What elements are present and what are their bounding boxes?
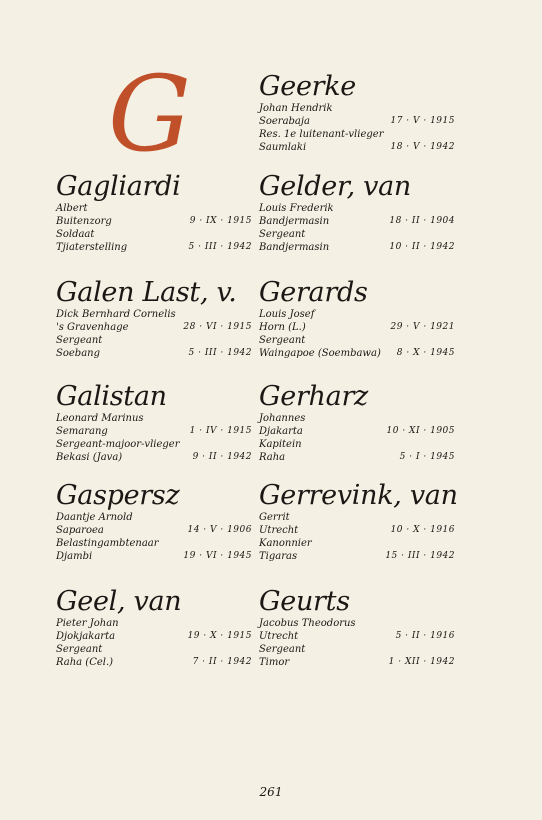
entry-birth: 's Gravenhage 28 · VI · 1915 xyxy=(56,322,252,333)
entry-rank: Kanonnier xyxy=(259,538,312,549)
page-number: 261 xyxy=(259,785,283,799)
entry-given-names: Johan Hendrik xyxy=(259,103,333,114)
entry-rank: Sergeant xyxy=(259,229,306,240)
entry-birth: Horn (L.) 29 · V · 1921 xyxy=(259,322,455,333)
entry-given-names: Daantje Arnold xyxy=(56,512,133,523)
entry-birth: Semarang 1 · IV · 1915 xyxy=(56,426,252,437)
entry-given-names: Leonard Marinus xyxy=(56,413,144,424)
entry-rank: Sergeant xyxy=(259,335,306,346)
entry xyxy=(259,72,455,154)
entry-birth: Djakarta 10 · XI · 1905 xyxy=(259,426,455,437)
entry-birth: Utrecht 5 · II · 1916 xyxy=(259,631,455,642)
entry-birth: Soerabaja 17 · V · 1915 xyxy=(259,116,455,127)
entry-given-names: Gerrit xyxy=(259,512,290,523)
entry xyxy=(56,587,252,669)
entry xyxy=(259,382,455,464)
entry-death: Raha (Cel.) 7 · II · 1942 xyxy=(56,657,252,668)
entry-death: Timor 1 · XII · 1942 xyxy=(259,657,455,668)
entry-given-names: Johannes xyxy=(259,413,306,424)
entry xyxy=(56,172,252,254)
entry-death: Waingapoe (Soembawa) 8 · X · 1945 xyxy=(259,348,455,359)
entry xyxy=(259,172,455,254)
entry-given-names: Louis Frederik xyxy=(259,203,334,214)
entry-birth: Bandjermasin 18 · II · 1904 xyxy=(259,216,455,227)
illuminated-initial: G xyxy=(108,53,192,175)
entry-rank: Soldaat xyxy=(56,229,95,240)
entry xyxy=(259,278,455,360)
entry-given-names: Pieter Johan xyxy=(56,618,119,629)
entry-surname: Galistan xyxy=(56,381,167,412)
entry-rank: Sergeant-majoor-vlieger xyxy=(56,439,180,450)
entry-birth: Buitenzorg 9 · IX · 1915 xyxy=(56,216,252,227)
entry-rank: Sergeant xyxy=(56,335,103,346)
entry-rank: Sergeant xyxy=(56,644,103,655)
entry-given-names: Dick Bernhard Cornelis xyxy=(56,309,176,320)
entry-surname: Geurts xyxy=(259,586,350,617)
entry-death: Soebang 5 · III · 1942 xyxy=(56,348,252,359)
entry-death: Bekasi (Java) 9 · II · 1942 xyxy=(56,452,252,463)
entry-surname: Gelder, van xyxy=(259,171,411,202)
entry xyxy=(56,382,252,464)
entry-surname: Gerards xyxy=(259,277,368,308)
entry xyxy=(259,480,458,563)
entry xyxy=(56,278,252,360)
entry-surname: Gerharz xyxy=(259,381,368,412)
entry-surname: Geerke xyxy=(259,71,356,102)
entry-surname: Gaspersz xyxy=(56,480,180,511)
entry-death: Bandjermasin 10 · II · 1942 xyxy=(259,242,455,253)
entry-birth: Djokjakarta 19 · X · 1915 xyxy=(56,631,252,642)
entry-given-names: Jacobus Theodorus xyxy=(259,618,356,629)
entry-death: Tjiaterstelling 5 · III · 1942 xyxy=(56,242,252,253)
entry-death: Raha 5 · I · 1945 xyxy=(259,452,455,463)
entry-surname: Geel, van xyxy=(56,586,182,617)
entry-surname: Gagliardi xyxy=(56,171,181,202)
entry-rank: Sergeant xyxy=(259,644,306,655)
entry-death: Tigaras 15 · III · 1942 xyxy=(259,551,455,562)
entry-rank: Belastingambtenaar xyxy=(56,538,159,549)
entry-death: Saumlaki 18 · V · 1942 xyxy=(259,142,455,153)
entry-surname: Galen Last, v. xyxy=(56,277,237,308)
entry-rank: Res. 1e luitenant-vlieger xyxy=(259,129,384,140)
entry-death: Djambi 19 · VI · 1945 xyxy=(56,551,252,562)
entry xyxy=(56,481,252,563)
entry-rank: Kapitein xyxy=(259,439,302,450)
entry-birth: Utrecht 10 · X · 1916 xyxy=(259,525,455,536)
entry xyxy=(259,587,455,669)
entry-given-names: Albert xyxy=(56,203,88,214)
entry-birth: Saparoea 14 · V · 1906 xyxy=(56,525,252,536)
entry-surname: Gerrevink, van xyxy=(259,480,458,511)
entry-given-names: Louis Josef xyxy=(259,309,315,320)
